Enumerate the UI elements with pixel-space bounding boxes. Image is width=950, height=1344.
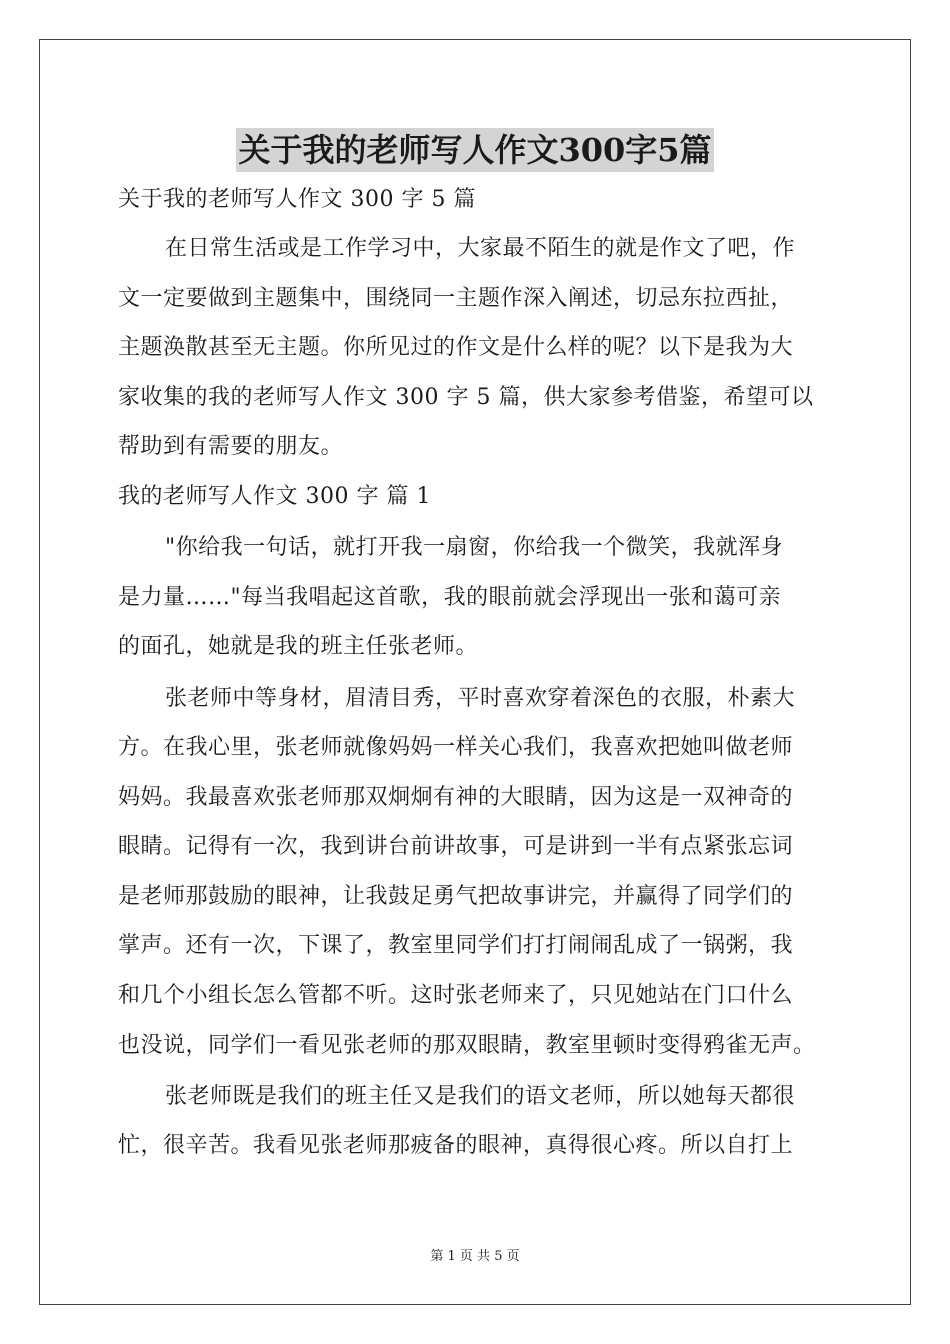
intro-line: 文一定要做到主题集中，围绕同一主题作深入阐述，切忌东拉西扯， xyxy=(118,286,794,311)
paragraph2-line: 掌声。还有一次，下课了，教室里同学们打打闹闹乱成了一锅粥，我 xyxy=(118,933,794,958)
document-title: 关于我的老师写人作文300字5篇 xyxy=(236,128,713,172)
page-footer: 第 1 页 共 5 页 xyxy=(430,1249,520,1264)
document-subtitle: 关于我的老师写人作文 300 字 5 篇 xyxy=(118,187,476,212)
paragraph2-line: 张老师中等身材，眉清目秀，平时喜欢穿着深色的衣服，朴素大 xyxy=(165,686,796,711)
paragraph1-line: 的面孔，她就是我的班主任张老师。 xyxy=(118,634,479,659)
section-heading: 我的老师写人作文 300 字 篇 1 xyxy=(118,484,431,509)
paragraph1-line: 是力量……"每当我唱起这首歌，我的眼前就会浮现出一张和蔼可亲 xyxy=(118,585,782,610)
intro-line: 帮助到有需要的朋友。 xyxy=(118,434,344,459)
intro-line: 家收集的我的老师写人作文 300 字 5 篇，供大家参考借鉴，希望可以 xyxy=(118,385,814,410)
paragraph2-line: 和几个小组长怎么管都不听。这时张老师来了，只见她站在门口什么 xyxy=(118,983,794,1008)
paragraph1-line: "你给我一句话，就打开我一扇窗，你给我一个微笑，我就浑身 xyxy=(165,535,784,560)
title-container xyxy=(0,128,950,172)
intro-line: 主题涣散甚至无主题。你所见过的作文是什么样的呢？以下是我为大 xyxy=(118,335,794,360)
paragraph2-line: 眼睛。记得有一次，我到讲台前讲故事，可是讲到一半有点紧张忘词 xyxy=(118,834,794,859)
intro-line: 在日常生活或是工作学习中，大家最不陌生的就是作文了吧，作 xyxy=(165,236,796,261)
paragraph2-line: 也没说，同学们一看见张老师的那双眼睛，教室里顿时变得鸦雀无声。 xyxy=(118,1033,816,1058)
paragraph3-line: 忙，很辛苦。我看见张老师那疲备的眼神，真得很心疼。所以自打上 xyxy=(118,1133,794,1158)
paragraph3-line: 张老师既是我们的班主任又是我们的语文老师，所以她每天都很 xyxy=(165,1084,796,1109)
paragraph2-line: 方。在我心里，张老师就像妈妈一样关心我们，我喜欢把她叫做老师 xyxy=(118,735,794,760)
paragraph2-line: 妈妈。我最喜欢张老师那双炯炯有神的大眼睛，因为这是一双神奇的 xyxy=(118,785,794,810)
page-border xyxy=(39,39,911,1305)
paragraph2-line: 是老师那鼓励的眼神，让我鼓足勇气把故事讲完，并赢得了同学们的 xyxy=(118,884,794,909)
